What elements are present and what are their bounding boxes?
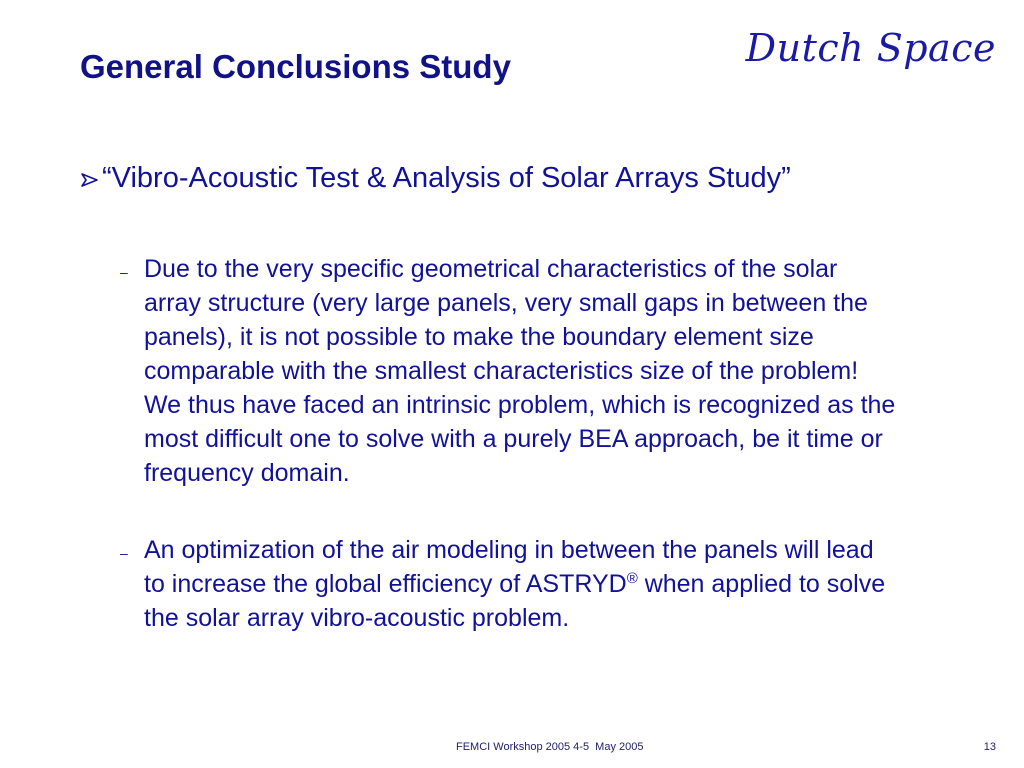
text-line: panels), it is not possible to make the boundary element size [144,323,814,351]
text-segment: to increase the global efficiency of ASTRYD [144,570,627,598]
main-bullet [80,162,791,195]
text-line: array structure (very large panels, very small gaps in between the [144,289,868,317]
main-bullet-text: “Vibro-Acoustic Test & Analysis of Solar Arrays Study” [102,162,791,194]
slide-title: General Conclusions Study [80,48,511,85]
sub-bullet-1-text [144,252,1010,490]
sub-bullet-2 [120,533,1010,635]
dutch-space-logo: Dutch Space [745,26,996,70]
text-line: Due to the very specific geometrical characteristics of the solar [144,255,838,283]
text-line: the solar array vibro-acoustic problem. [144,604,570,632]
text-line: most difficult one to solve with a purely BEA approach, be it time or [144,425,883,453]
dash-marker: – [120,545,128,561]
page-number: 13 [983,741,996,753]
text-segment: when applied to solve [637,570,886,598]
text-line: An optimization of the air modeling in between the panels will lead [144,536,874,564]
registered-mark: ® [626,570,638,587]
sub-bullet-1 [120,252,1010,490]
dash-marker: – [120,264,128,280]
text-line: frequency domain. [144,459,350,487]
arrow-bullet-icon [80,173,99,187]
text-line: We thus have faced an intrinsic problem, which is recognized as the [144,391,896,419]
sub-bullet-2-text [144,533,1010,635]
text-line [144,567,1010,601]
footer-text: FEMCI Workshop 2005 4-5 May 2005 [456,741,644,753]
text-line: comparable with the smallest characteristics size of the problem! [144,357,859,385]
